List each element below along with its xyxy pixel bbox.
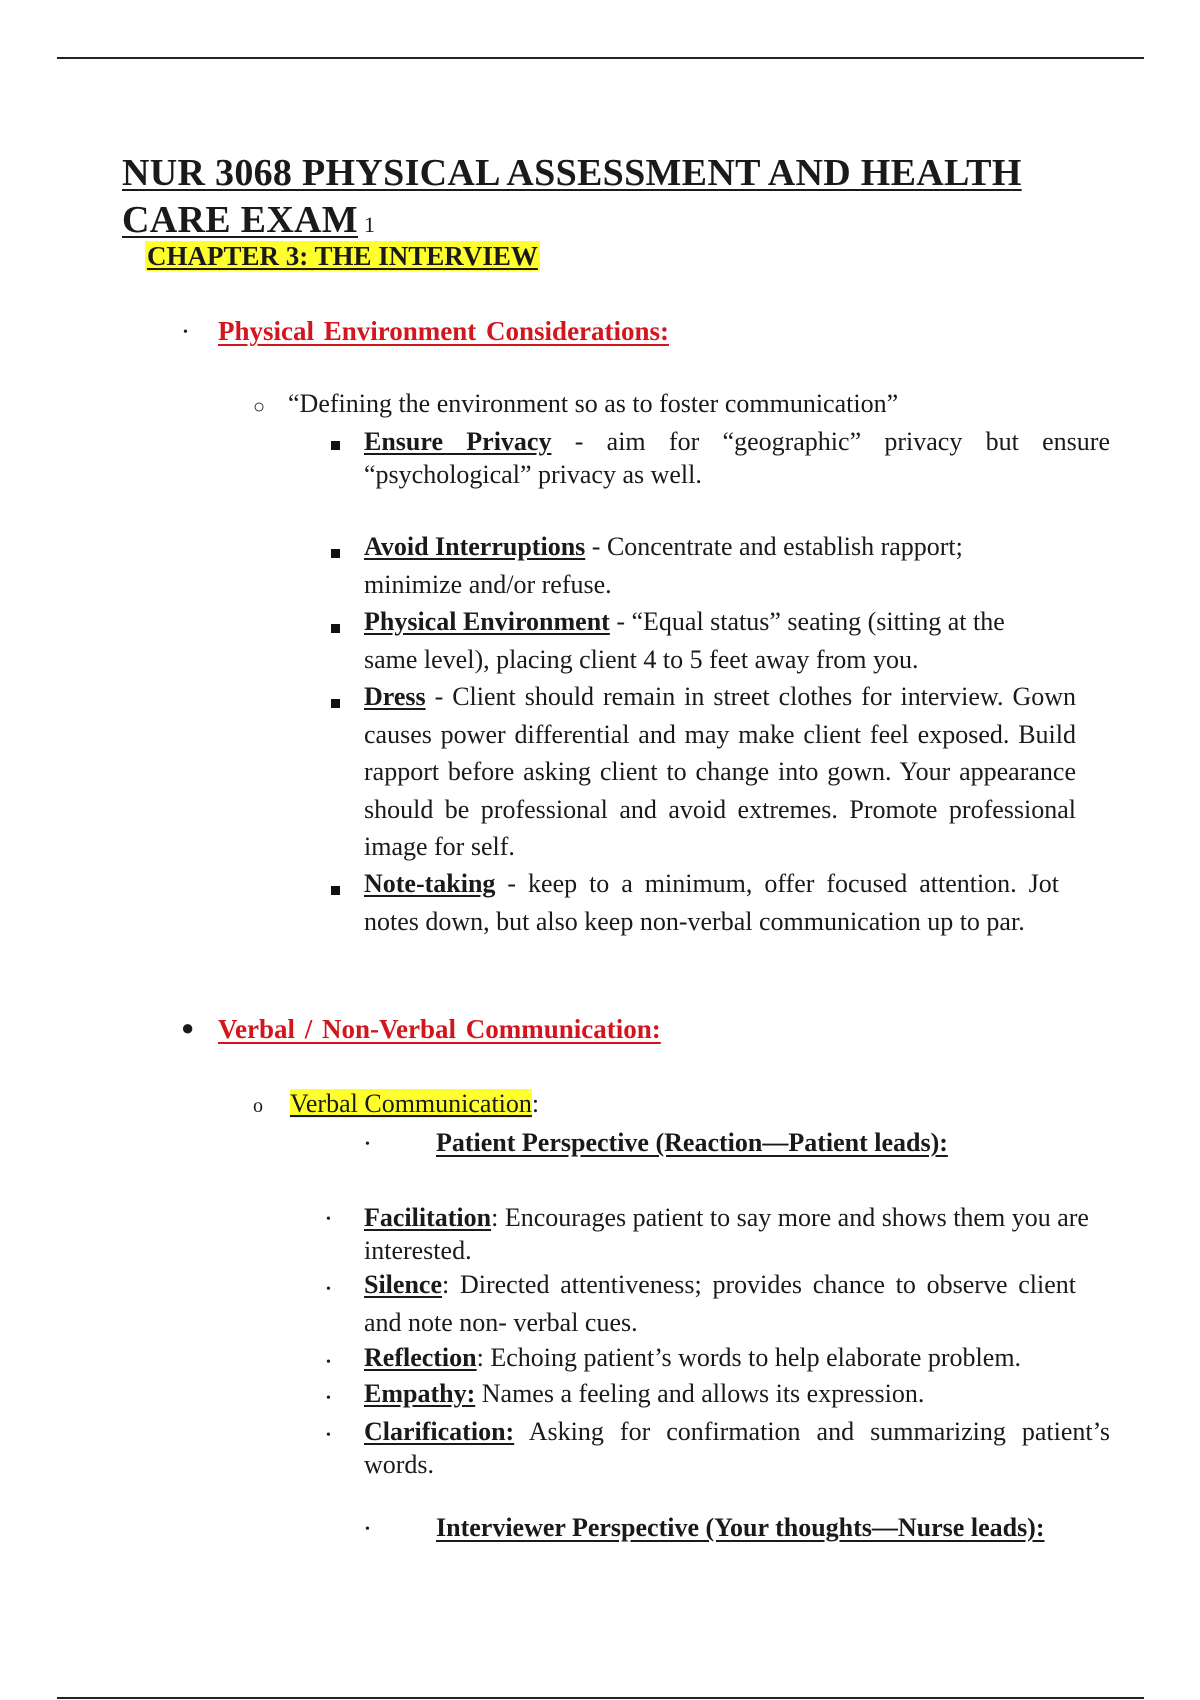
list-item-clarification [364, 1415, 1110, 1481]
bullet-icon: • [326, 1355, 331, 1370]
list-item-avoid-interruptions [364, 528, 1064, 603]
title-line-1: NUR 3068 PHYSICAL ASSESSMENT AND HEALTH [122, 152, 1022, 194]
title-suffix: 1 [363, 212, 376, 237]
term: Ensure Privacy [364, 427, 552, 456]
subsection-colon: : [531, 1089, 540, 1118]
list-item-ensure-privacy [364, 425, 1110, 491]
section-heading-physical-environment: Physical Environment Considerations: [218, 316, 670, 346]
circle-bullet-icon: ○ [253, 396, 266, 418]
description: - Client should remain in street clothes for interview. Gown causes power differential and may make client feel exposed. Build rapport before asking client to change into gown. Your appearance should be professional and avoid extremes. Promote professional image for self. [364, 682, 1076, 861]
square-bullet-icon [331, 624, 340, 633]
list-item-physical-environment [364, 603, 1044, 678]
list-item-reflection [364, 1339, 1110, 1377]
patient-perspective-heading: Patient Perspective (Reaction—Patient leads): [436, 1128, 948, 1157]
term: Note-taking [364, 869, 496, 898]
term: Silence [364, 1270, 442, 1299]
description: Asking for confirmation and summarizing patient’s words. [364, 1417, 1110, 1479]
footer-rule [57, 1697, 1144, 1699]
subsection-verbal-communication [290, 1089, 539, 1119]
bullet-icon: • [365, 1137, 370, 1152]
term: Physical Environment [364, 607, 610, 636]
description: - “Equal status” seating (sitting at the same level), placing client 4 to 5 feet away from you. [364, 607, 1005, 674]
header-rule [57, 57, 1144, 59]
list-item-silence [364, 1266, 1076, 1341]
bullet-icon: • [326, 1391, 331, 1406]
list-item-dress [364, 678, 1076, 866]
bullet-icon: • [326, 1428, 331, 1443]
section-heading-verbal-nonverbal: Verbal / Non-Verbal Communication: [218, 1014, 661, 1044]
description: - Concentrate and establish rapport; minimize and/or refuse. [364, 532, 963, 599]
square-bullet-icon [331, 886, 340, 895]
title-line-2: CARE EXAM [122, 199, 358, 241]
description: - aim for “geographic” privacy but ensure “psychological” privacy as well. [364, 427, 1110, 489]
term: Reflection [364, 1343, 477, 1372]
document-title [122, 150, 1110, 248]
list-item-empathy [364, 1375, 1110, 1413]
list-item-note-taking [364, 865, 1059, 940]
list-item-facilitation [364, 1201, 1110, 1267]
section-intro: “Defining the environment so as to foster communication” [288, 389, 899, 418]
interviewer-perspective-heading: Interviewer Perspective (Your thoughts—Nurse leads): [436, 1513, 1045, 1542]
term: Facilitation [364, 1203, 492, 1232]
bullet-icon: • [183, 325, 188, 340]
circle-bullet-icon: o [253, 1095, 263, 1117]
bullet-icon: • [365, 1522, 370, 1537]
subsection-label: Verbal Communication [290, 1089, 532, 1118]
description: : Encourages patient to say more and shows them you are interested. [364, 1203, 1089, 1265]
square-bullet-icon [331, 441, 340, 450]
bullet-icon: • [326, 1282, 331, 1297]
term: Avoid Interruptions [364, 532, 586, 561]
description: Names a feeling and allows its expression. [475, 1379, 925, 1408]
bullet-icon: • [326, 1212, 331, 1227]
term: Dress [364, 682, 426, 711]
description: - keep to a minimum, offer focused attention. Jot notes down, but also keep non-verbal communication up to par. [364, 869, 1059, 936]
chapter-heading: CHAPTER 3: THE INTERVIEW [147, 241, 538, 271]
term: Empathy: [364, 1379, 476, 1408]
description: : Echoing patient’s words to help elaborate problem. [476, 1343, 1022, 1372]
square-bullet-icon [331, 549, 340, 558]
square-bullet-icon [331, 699, 340, 708]
term: Clarification: [364, 1417, 515, 1446]
description: : Directed attentiveness; provides chance to observe client and note non- verbal cues. [364, 1270, 1076, 1337]
bullet-icon: ● [181, 1015, 195, 1040]
